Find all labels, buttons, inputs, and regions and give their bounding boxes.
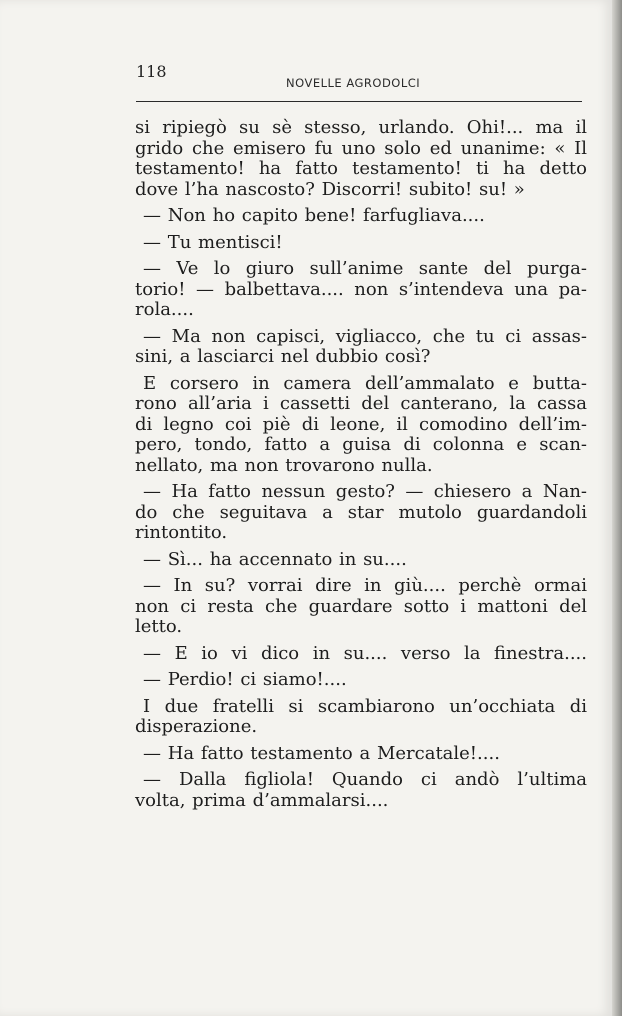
text-line: — Perdio! ci siamo!.... <box>143 669 347 690</box>
text-line: non ci resta che guardare sotto i mattoni del <box>135 595 587 617</box>
text-line: letto. <box>135 616 183 637</box>
text-line: — Tu mentisci! <box>143 231 283 253</box>
text-line: si ripiegò su sè stesso, urlando. Ohi!... ma il <box>135 117 587 138</box>
text-line: grido che emisero fu uno solo ed unanime: « Il <box>135 137 587 159</box>
text-line: — Ha fatto nessun gesto? — chiesero a Nan- <box>143 481 587 502</box>
text-line: testamento! ha fatto testamento! ti ha detto <box>135 158 587 179</box>
text-line: — Ve lo giuro sull’anime sante del purga- <box>143 258 587 279</box>
text-line: I due fratelli si scambiarono un’occhiata di <box>143 695 587 717</box>
text-line: rintontito. <box>135 522 228 543</box>
header-rule <box>136 101 582 102</box>
text-line: torio! — balbettava.... non s’intendeva una pa- <box>135 278 587 300</box>
text-line: do che seguitava a star mutolo guardandoli <box>135 501 587 523</box>
text-line: disperazione. <box>135 716 258 737</box>
running-title: NOVELLE AGRODOLCI <box>286 76 421 90</box>
body-text <box>135 118 587 811</box>
text-line: — Dalla figliola! Quando ci andò l’ultima <box>143 769 587 790</box>
text-line: nellato, ma non trovarono nulla. <box>135 454 433 476</box>
page-number: 118 <box>136 62 167 81</box>
page-edge <box>612 0 622 1016</box>
text-line: — Sì... ha accennato in su.... <box>143 548 407 570</box>
text-line: — E io vi dico in su.... verso la finestra.... <box>143 642 587 664</box>
text-line: E corsero in camera dell’ammalato e butta- <box>143 372 587 394</box>
text-line: rono all’aria i cassetti del canterano, la cassa <box>135 393 587 414</box>
text-line: volta, prima d’ammalarsi.... <box>135 789 389 811</box>
text-line: — In su? vorrai dire in giù.... perchè ormai <box>143 575 587 596</box>
text-line: pero, tondo, fatto a guisa di colonna e scan- <box>135 434 587 455</box>
text-line: sini, a lasciarci nel dubbio così? <box>135 346 431 367</box>
text-line: rola.... <box>135 299 194 320</box>
text-line: dove l’ha nascosto? Discorri! subito! su! » <box>135 178 525 200</box>
text-line: — Non ho capito bene! farfugliava.... <box>143 205 485 226</box>
text-line: — Ma non capisci, vigliacco, che tu ci assas- <box>143 325 587 347</box>
text-line: di legno coi piè di leone, il comodino dell’im- <box>135 413 587 435</box>
text-line: — Ha fatto testamento a Mercatale!.... <box>143 742 500 764</box>
page-header <box>136 62 580 90</box>
